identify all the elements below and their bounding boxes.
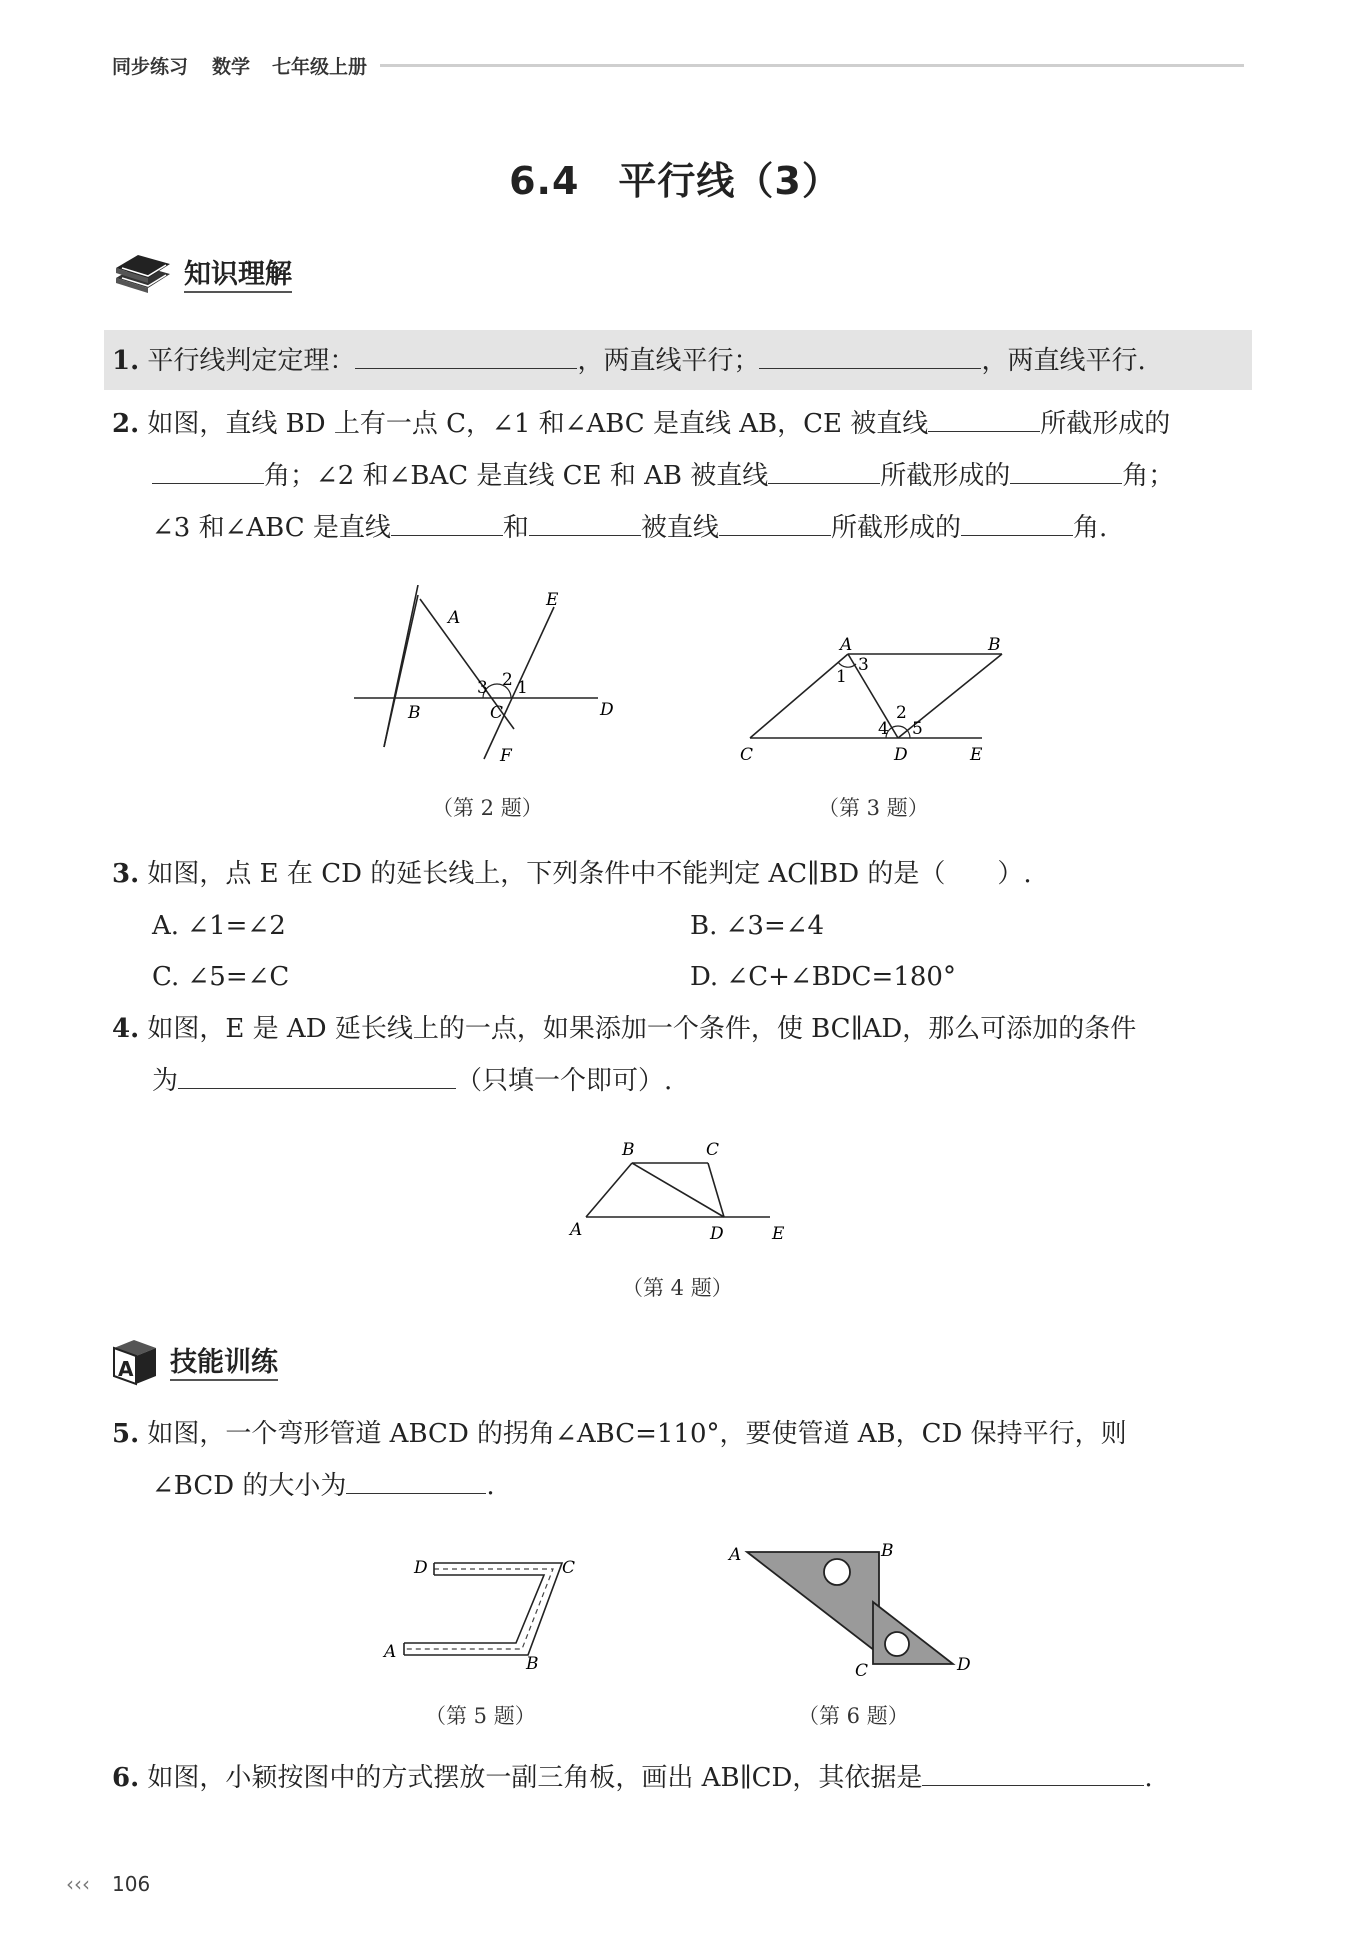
question-3: 3. 如图，点 E 在 CD 的延长线上，下列条件中不能判定 AC∥BD 的是（ ）.	[112, 859, 1032, 889]
figure-4-caption: （第 4 题）	[622, 1276, 733, 1300]
question-2-line-2: 角；∠2 和∠BAC 是直线 CE 和 AB 被直线 所截形成的 角；	[152, 450, 1174, 502]
answer-blank[interactable]	[759, 342, 981, 369]
question-4-line-1: 4. 如图，E 是 AD 延长线上的一点，如果添加一个条件，使 BC∥AD，那么可添加的条件	[112, 1014, 1137, 1044]
question-5-line-2: ∠BCD 的大小为 .	[152, 1460, 495, 1512]
answer-blank[interactable]	[178, 1062, 456, 1089]
books-icon	[112, 248, 174, 298]
figure-6-diagram	[725, 1540, 985, 1680]
fig2-label-b: B	[408, 703, 421, 723]
page-arrows-icon: ‹‹‹	[66, 1872, 90, 1896]
answer-blank[interactable]	[1010, 457, 1122, 484]
fig3-label-c: C	[740, 745, 754, 765]
fig2-angle-2: 2	[502, 670, 513, 690]
figure-2-caption: （第 2 题）	[432, 796, 543, 820]
q3-option-c[interactable]: C. ∠5=∠C	[152, 962, 290, 992]
q3-option-a[interactable]: A. ∠1=∠2	[152, 911, 286, 941]
fig3-angle-3: 3	[858, 655, 869, 675]
q3-option-b[interactable]: B. ∠3=∠4	[690, 911, 825, 941]
fig3-angle-2: 2	[896, 703, 907, 723]
question-5-line-1: 5. 如图，一个弯形管道 ABCD 的拐角∠ABC=110°，要使管道 AB，CD 保持平行，则	[112, 1419, 1127, 1449]
fig4-label-c: C	[706, 1140, 720, 1160]
fig6-label-c: C	[855, 1661, 869, 1680]
fig6-label-a: A	[729, 1545, 742, 1565]
answer-blank[interactable]	[928, 405, 1040, 432]
fig2-label-c: C	[490, 703, 504, 723]
answer-blank[interactable]	[961, 509, 1073, 536]
fig3-angle-4: 4	[878, 719, 889, 739]
figure-2-diagram	[340, 585, 630, 765]
fig5-label-a: A	[384, 1642, 397, 1662]
fig4-label-b: B	[622, 1140, 635, 1160]
answer-blank[interactable]	[391, 509, 503, 536]
figure-3-caption: （第 3 题）	[818, 796, 929, 820]
fig2-angle-3: 3	[477, 678, 488, 698]
answer-blank[interactable]	[152, 457, 264, 484]
question-1: 1. 平行线判定定理： ，两直线平行； ，两直线平行.	[112, 335, 1146, 387]
answer-blank[interactable]	[922, 1759, 1144, 1786]
answer-blank[interactable]	[719, 509, 831, 536]
fig4-label-d: D	[710, 1224, 724, 1244]
answer-blank[interactable]	[768, 457, 880, 484]
page-number: 106	[112, 1872, 151, 1896]
figure-5-caption: （第 5 题）	[425, 1704, 536, 1728]
fig6-label-b: B	[881, 1541, 894, 1561]
page-title: 6.4 平行线（3）	[509, 159, 841, 203]
section-skills-title: 技能训练	[170, 1340, 278, 1381]
question-2-line-1: 2. 如图，直线 BD 上有一点 C，∠1 和∠ABC 是直线 AB，CE 被直线 所截形成的	[112, 398, 1170, 450]
figure-5-diagram	[380, 1545, 590, 1675]
section-knowledge-title: 知识理解	[184, 252, 292, 293]
header-rule	[380, 64, 1244, 67]
fig2-angle-1: 1	[517, 678, 528, 698]
fig3-label-a: A	[840, 635, 853, 655]
fig5-label-c: C	[562, 1558, 576, 1578]
fig6-label-d: D	[957, 1655, 971, 1675]
figure-3-diagram	[730, 630, 1010, 770]
header-series: 同步练习	[112, 56, 189, 78]
question-6: 6. 如图，小颖按图中的方式摆放一副三角板，画出 AB∥CD，其依据是 .	[112, 1752, 1153, 1804]
fig5-label-d: D	[414, 1558, 428, 1578]
answer-blank[interactable]	[355, 342, 577, 369]
question-4-line-2: 为 （只填一个即可）.	[152, 1055, 672, 1107]
fig3-angle-5: 5	[912, 719, 923, 739]
fig2-label-e: E	[546, 590, 559, 610]
header-subject: 数学	[212, 56, 251, 78]
fig2-label-d: D	[600, 700, 614, 720]
cube-a-icon	[110, 1336, 160, 1390]
fig3-label-b: B	[988, 635, 1001, 655]
figure-6-caption: （第 6 题）	[798, 1704, 909, 1728]
fig2-label-a: A	[448, 608, 461, 628]
fig3-label-d: D	[894, 745, 908, 765]
fig2-label-f: F	[500, 746, 512, 765]
fig5-label-b: B	[526, 1654, 539, 1674]
svg-text:A: A	[118, 1357, 134, 1381]
fig4-label-e: E	[772, 1224, 785, 1244]
answer-blank[interactable]	[529, 509, 641, 536]
fig4-label-a: A	[570, 1220, 583, 1240]
header-grade: 七年级上册	[272, 56, 368, 78]
question-2-line-3: ∠3 和∠ABC 是直线 和 被直线 所截形成的 角.	[152, 502, 1107, 554]
fig3-angle-1: 1	[836, 667, 847, 687]
fig3-label-e: E	[970, 745, 983, 765]
q3-option-d[interactable]: D. ∠C+∠BDC=180°	[690, 962, 956, 992]
figure-4-diagram	[560, 1135, 800, 1245]
answer-blank[interactable]	[346, 1467, 486, 1494]
